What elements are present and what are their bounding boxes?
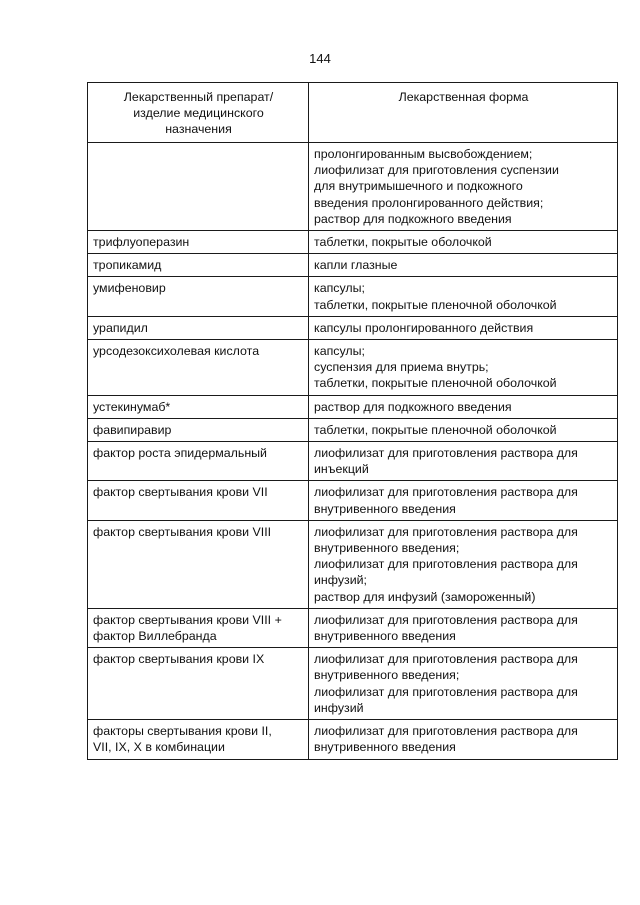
dosage-form-cell [309, 254, 618, 277]
cell-text-line: Лекарственная форма [398, 90, 529, 104]
cell-text-line: лиофилизат для приготовления раствора для [314, 684, 578, 699]
dosage-form-cell [309, 316, 618, 339]
cell-text-line: внутривенного введения; [314, 541, 460, 556]
cell-text-line: урапидил [93, 320, 148, 335]
table-row [88, 418, 618, 441]
drug-name-cell [88, 277, 309, 316]
table-row [88, 520, 618, 608]
cell-text-line: инъекций [314, 462, 369, 477]
header-form-column [309, 83, 618, 143]
drug-name-cell [88, 316, 309, 339]
table-row [88, 648, 618, 720]
cell-text-line: раствор для подкожного введения [314, 399, 512, 414]
cell-text-line: фактор Виллебранда [93, 629, 217, 644]
cell-text-line: капсулы; [314, 344, 365, 359]
drug-name-cell [88, 418, 309, 441]
header-drug-column [88, 83, 309, 143]
table-row [88, 395, 618, 418]
cell-text-line: таблетки, покрытые оболочкой [314, 235, 492, 250]
drug-name-cell [88, 254, 309, 277]
dosage-form-cell [309, 231, 618, 254]
table-header-row [88, 83, 618, 143]
drug-name-cell [88, 481, 309, 520]
drug-name-cell [88, 608, 309, 647]
dosage-form-cell [309, 720, 618, 759]
cell-text-line: фактор свертывания крови VIII [93, 524, 272, 539]
cell-text-line: лиофилизат для приготовления раствора для [314, 724, 578, 739]
cell-text-line: фактор свертывания крови IX [93, 652, 265, 667]
cell-text-line: внутривенного введения [314, 501, 456, 516]
cell-text-line: таблетки, покрытые пленочной оболочкой [314, 422, 557, 437]
cell-text-line: капсулы пролонгированного действия [314, 320, 534, 335]
table-row [88, 231, 618, 254]
table-row [88, 143, 618, 231]
table-row [88, 340, 618, 396]
cell-text-line: устекинумаб* [93, 399, 171, 414]
cell-text-line: таблетки, покрытые пленочной оболочкой [314, 297, 557, 312]
dosage-form-cell [309, 395, 618, 418]
drug-name-cell [88, 648, 309, 720]
table-row [88, 608, 618, 647]
cell-text-line: фактор свертывания крови VIII + [93, 612, 282, 627]
cell-text-line: суспензия для приема внутрь; [314, 360, 489, 375]
cell-text-line: VII, IX, X в комбинации [93, 740, 225, 755]
drug-name-cell [88, 340, 309, 396]
table-row [88, 277, 618, 316]
cell-text-line: инфузий [314, 700, 364, 715]
table-row [88, 481, 618, 520]
cell-text-line: Лекарственный препарат/ [123, 90, 274, 104]
cell-text-line: трифлуоперазин [93, 235, 190, 250]
cell-text-line: урсодезоксихолевая кислота [93, 344, 260, 359]
cell-text-line: введения пролонгированного действия; [314, 195, 544, 210]
table-row [88, 720, 618, 759]
cell-text-line: пролонгированным высвобождением; [314, 147, 533, 161]
cell-text-line: лиофилизат для приготовления раствора для [314, 485, 578, 500]
cell-text-line: лиофилизат для приготовления раствора для [314, 652, 578, 667]
page-number: 144 [309, 51, 331, 66]
cell-text-line: для внутримышечного и подкожного [314, 179, 523, 194]
cell-text-line: капсулы; [314, 281, 365, 296]
cell-text-line: назначения [165, 122, 232, 137]
cell-text-line: лиофилизат для приготовления раствора для [314, 557, 578, 572]
dosage-form-cell [309, 608, 618, 647]
drug-name-cell [88, 720, 309, 759]
dosage-form-cell [309, 481, 618, 520]
cell-text-line: инфузий; [314, 573, 367, 588]
cell-text-line: тропикамид [93, 258, 162, 273]
cell-text-line: внутривенного введения [314, 740, 456, 755]
cell-text-line: капли глазные [314, 258, 398, 273]
dosage-form-cell [309, 520, 618, 608]
cell-text-line: фактор роста эпидермальный [93, 446, 267, 461]
dosage-form-cell [309, 442, 618, 481]
cell-text-line: раствор для инфузий (замороженный) [314, 589, 536, 604]
dosage-form-cell [309, 277, 618, 316]
drug-name-cell [88, 520, 309, 608]
drug-name-cell [88, 231, 309, 254]
cell-text-line: фавипиравир [93, 422, 172, 437]
cell-text-line: внутривенного введения; [314, 668, 460, 683]
dosage-form-cell [309, 418, 618, 441]
cell-text-line: внутривенного введения [314, 629, 456, 644]
drug-name-cell [88, 395, 309, 418]
table-row [88, 316, 618, 339]
cell-text-line: лиофилизат для приготовления раствора для [314, 446, 578, 461]
table-row [88, 254, 618, 277]
cell-text-line: лиофилизат для приготовления раствора для [314, 524, 578, 539]
cell-text-line: раствор для подкожного введения [314, 211, 512, 226]
dosage-form-cell [309, 340, 618, 396]
cell-text-line: таблетки, покрытые пленочной оболочкой [314, 376, 557, 391]
dosage-form-cell [309, 648, 618, 720]
cell-text-line: изделие медицинского [133, 106, 264, 121]
table-body [88, 143, 618, 760]
cell-text-line: фактор свертывания крови VII [93, 485, 268, 500]
cell-text-line: лиофилизат для приготовления раствора для [314, 612, 578, 627]
drug-table [87, 82, 618, 760]
drug-name-cell [88, 143, 309, 231]
drug-name-cell [88, 442, 309, 481]
cell-text-line: лиофилизат для приготовления суспензии [314, 163, 559, 178]
cell-text-line: умифеновир [93, 281, 166, 296]
table-row [88, 442, 618, 481]
cell-text-line: факторы свертывания крови II, [93, 724, 272, 739]
dosage-form-cell [309, 143, 618, 231]
